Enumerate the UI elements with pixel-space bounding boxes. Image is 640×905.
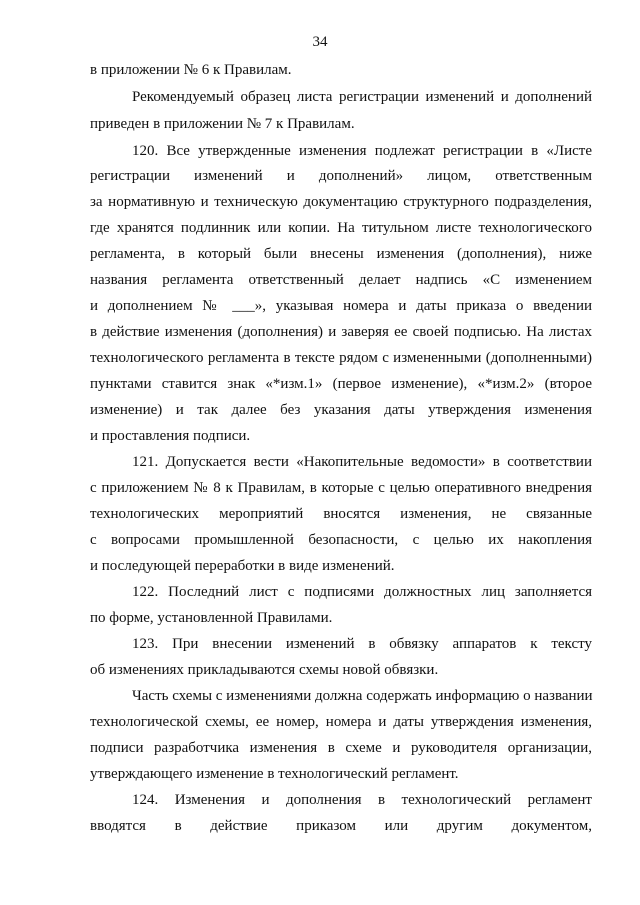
text-line: 124. Изменения и дополнения в технологический регламент [132,792,592,808]
text-line: регламента, в который были внесены изменения (дополнения), ниже [90,246,592,262]
text-line: подписи разработчика изменения в схеме и руководителя организации, [90,740,592,756]
text-line: 122. Последний лист с подписями должностных лиц заполняется [132,584,592,600]
text-line: за нормативную и техническую документацию структурного подразделения, [90,194,592,210]
text-line: названия регламента ответственный делает надпись «С изменением [90,272,592,288]
text-line: утверждающего изменение в технологический регламент. [90,766,459,782]
text-line: 123. При внесении изменений в обвязку аппаратов к тексту [132,636,592,652]
text-line: регистрации изменений и дополнений» лицом, ответственным [90,168,592,184]
text-line: об изменениях прикладываются схемы новой обвязки. [90,662,439,678]
text-line: с вопросами промышленной безопасности, с целью их накопления [90,532,592,548]
text-line: Часть схемы с изменениями должна содержать информацию о названии [132,688,593,704]
text-line: Рекомендуемый образец листа регистрации изменений и дополнений [132,89,592,105]
text-line: по форме, установленной Правилами. [90,610,333,626]
text-line: технологической схемы, ее номер, номера и даты утверждения изменения, [90,714,592,730]
text-line: и дополнением № ___», указывая номера и даты приказа о введении [90,298,592,314]
text-line: и проставления подписи. [90,428,251,444]
text-line: вводятся в действие приказом или другим документом, [90,818,592,834]
text-line: технологического регламента в тексте рядом с измененными (дополненными) [90,350,592,366]
text-line: где хранятся подлинник или копии. На титульном листе технологического [90,220,592,236]
text-line: в приложении № 6 к Правилам. [90,62,292,78]
text-line: пунктами ставится знак «*изм.1» (первое изменение), «*изм.2» (второе [90,376,592,392]
text-line: в действие изменения (дополнения) и заверяя ее своей подписью. На листах [90,324,592,340]
text-line: изменение) и так далее без указания даты утверждения изменения [90,402,592,418]
text-line: с приложением № 8 к Правилам, в которые с целью оперативного внедрения [90,480,592,496]
text-line: технологических мероприятий вносятся изменения, не связанные [90,506,592,522]
text-line: и последующей переработки в виде изменений. [90,558,395,574]
text-line: 120. Все утвержденные изменения подлежат регистрации в «Листе [132,143,592,159]
page-number: 34 [312,34,328,50]
text-line: 121. Допускается вести «Накопительные ведомости» в соответствии [132,454,592,470]
text-line: приведен в приложении № 7 к Правилам. [90,116,355,132]
